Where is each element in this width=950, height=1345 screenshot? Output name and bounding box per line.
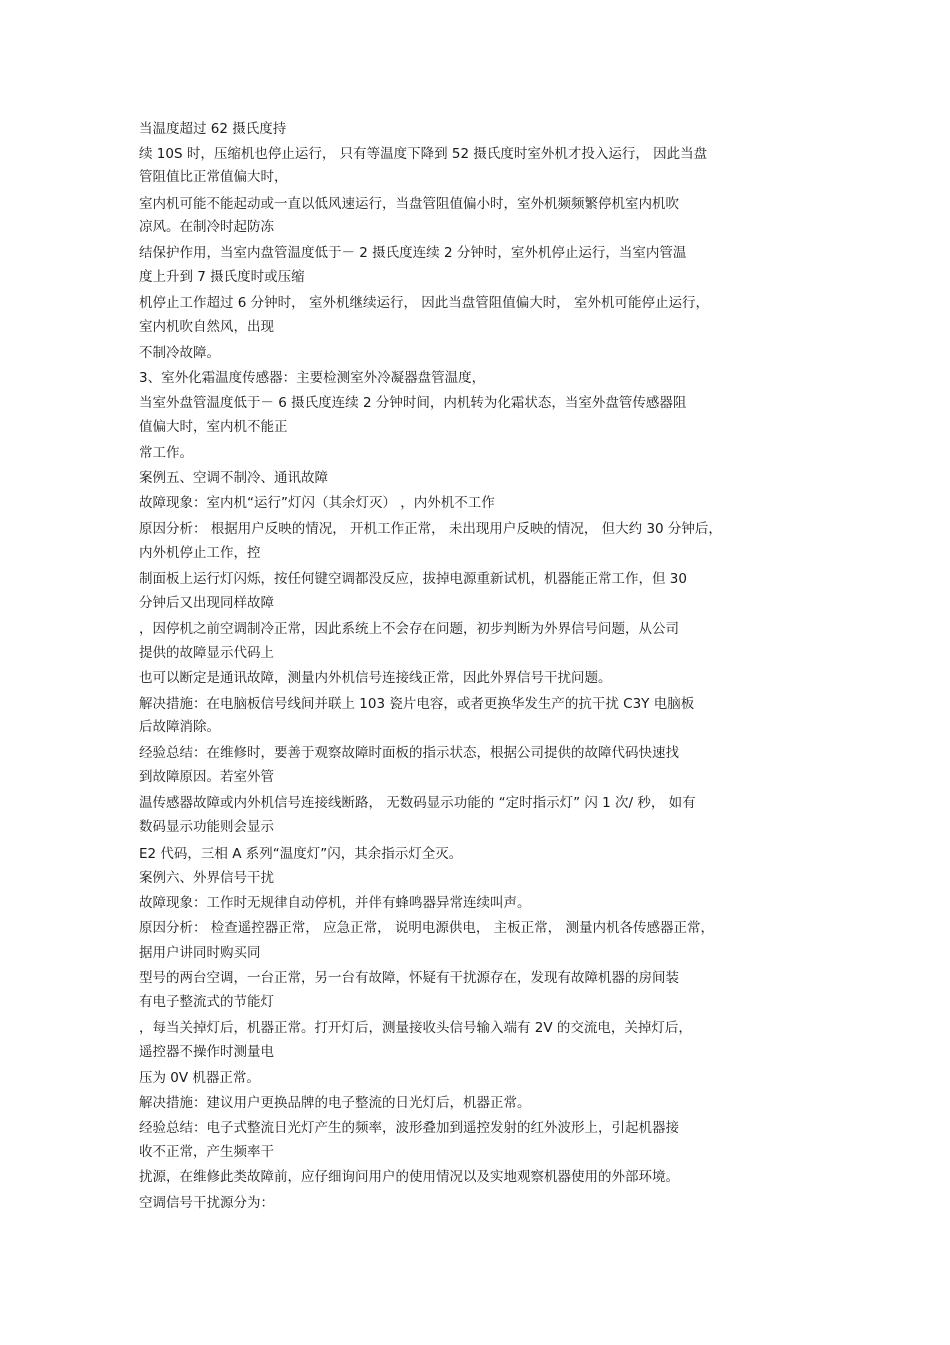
text-line: 到故障原因。若室外管 [139, 769, 274, 785]
text-line: 3、室外化霜温度传感器：主要检测室外冷凝器盘管温度， [139, 370, 486, 386]
text-line: ，因停机之前空调制冷正常，因此系统上不会存在问题，初步判断为外界信号问题，从公司 [139, 621, 679, 637]
text-line: 解决措施：在电脑板信号线间并联上 103 瓷片电容，或者更换华发生产的抗干扰 C3Y 电脑板 [139, 696, 695, 712]
text-line: 续 10S 时，压缩机也停止运行， 只有等温度下降到 52 摄氏度时室外机才投入运行， 因此当盘 [139, 146, 708, 162]
text-line: 结保护作用，当室内盘管温度低于－ 2 摄氏度连续 2 分钟时，室外机停止运行，当室内管温 [139, 245, 687, 261]
text-line: 数码显示功能则会显示 [139, 819, 274, 835]
text-line: 温传感器故障或内外机信号连接线断路， 无数码显示功能的 “定时指示灯” 闪 1 次/ 秒， 如有 [139, 795, 696, 811]
text-line: 不制冷故障。 [139, 345, 220, 361]
text-line: 原因分析： 根据用户反映的情况， 开机工作正常， 未出现用户反映的情况， 但大约 30 分钟后， [139, 521, 722, 537]
text-line: 经验总结：电子式整流日光灯产生的频率，波形叠加到遥控发射的红外波形上，引起机器接 [139, 1120, 679, 1136]
text-line: 室内机吹自然风，出现 [139, 319, 274, 335]
text-line: 分钟后又出现同样故障 [139, 595, 274, 611]
text-line: 提供的故障显示代码上 [139, 645, 274, 661]
text-line: 值偏大时，室内机不能正 [139, 419, 288, 435]
text-line: 据用户讲同时购买同 [139, 945, 261, 961]
text-line: 经验总结：在维修时，要善于观察故障时面板的指示状态，根据公司提供的故障代码快速找 [139, 745, 679, 761]
text-line: 也可以断定是通讯故障，测量内外机信号连接线正常，因此外界信号干扰问题。 [139, 670, 612, 686]
text-line: 扰源，在维修此类故障前，应仔细询问用户的使用情况以及实地观察机器使用的外部环境。 [139, 1169, 679, 1185]
text-line: 常工作。 [139, 445, 193, 461]
text-line: 凉风。在制冷时起防冻 [139, 219, 274, 235]
text-line: 解决措施：建议用户更换品牌的电子整流的日光灯后，机器正常。 [139, 1095, 531, 1111]
text-line: 遥控器不操作时测量电 [139, 1044, 274, 1060]
text-line: 当温度超过 62 摄氏度持 [139, 121, 287, 137]
text-line: E2 代码，三相 A 系列“温度灯”闪，其余指示灯全灭。 [139, 846, 463, 862]
text-line: 管阻值比正常值偏大时， [139, 169, 288, 185]
text-line: 故障现象：室内机“运行”灯闪（其余灯灭） ，内外机不工作 [139, 495, 495, 511]
text-line: 压为 0V 机器正常。 [139, 1070, 260, 1086]
text-line: 故障现象：工作时无规律自动停机，并伴有蜂鸣器异常连续叫声。 [139, 895, 531, 911]
text-line: ，每当关掉灯后，机器正常。打开灯后，测量接收头信号输入端有 2V 的交流电，关掉灯后， [139, 1020, 692, 1036]
text-line: 度上升到 7 摄氏度时或压缩 [139, 269, 305, 285]
text-line: 内外机停止工作，控 [139, 545, 261, 561]
text-line: 收不正常，产生频率干 [139, 1144, 274, 1160]
section-heading: 案例五、空调不制冷、通讯故障 [139, 470, 328, 486]
text-line: 型号的两台空调，一台正常，另一台有故障，怀疑有干扰源存在，发现有故障机器的房间装 [139, 970, 679, 986]
text-line: 原因分析： 检查遥控器正常， 应急正常， 说明电源供电， 主板正常， 测量内机各传感器正常， [139, 920, 714, 936]
text-line: 有电子整流式的节能灯 [139, 994, 274, 1010]
text-line: 空调信号干扰源分为： [139, 1195, 274, 1211]
section-heading: 案例六、外界信号干扰 [139, 870, 274, 886]
text-line: 室内机可能不能起动或一直以低风速运行，当盘管阻值偏小时，室外机频频繁停机室内机吹 [139, 196, 679, 212]
text-line: 后故障消除。 [139, 719, 220, 735]
text-line: 当室外盘管温度低于－ 6 摄氏度连续 2 分钟时间，内机转为化霜状态，当室外盘管传感器阻 [139, 395, 687, 411]
text-line: 制面板上运行灯闪烁，按任何键空调都没反应，拔掉电源重新试机，机器能正常工作，但 30 [139, 571, 687, 587]
text-line: 机停止工作超过 6 分钟时， 室外机继续运行， 因此当盘管阻值偏大时， 室外机可能停止运行， [139, 295, 710, 311]
